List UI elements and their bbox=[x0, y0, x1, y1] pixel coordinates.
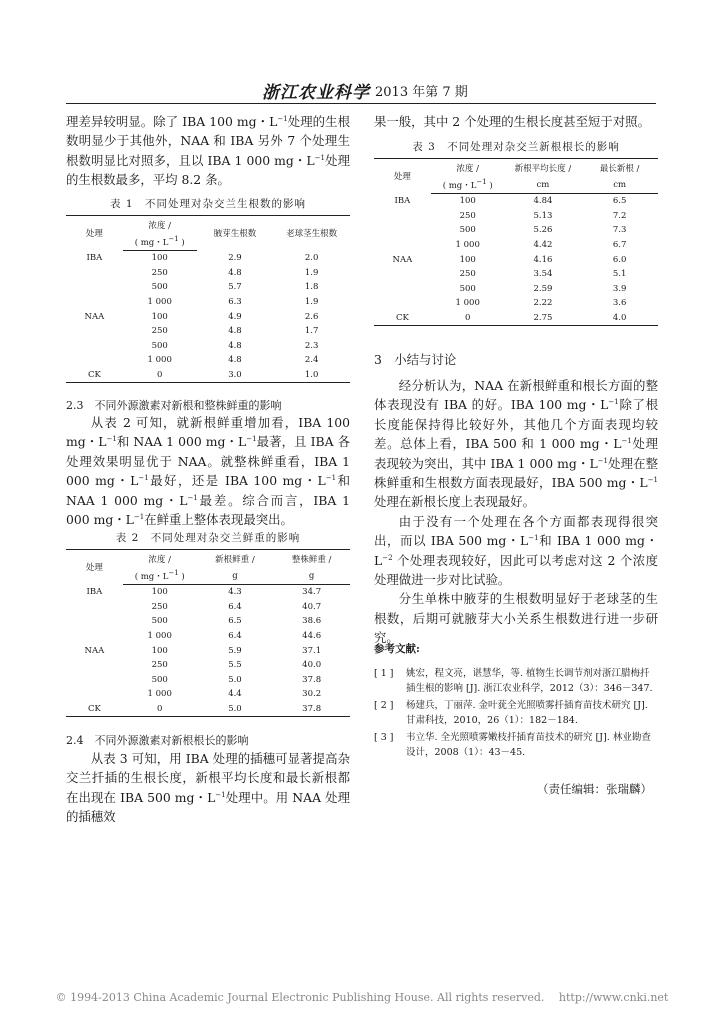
table2-row bbox=[66, 585, 350, 600]
table2-cell-a: 5.5 bbox=[228, 660, 242, 671]
table2-caption: 表 2 不同处理对杂交兰鲜重的影响 bbox=[115, 532, 301, 544]
table1-cell-b: 1.9 bbox=[304, 297, 319, 308]
reference-item bbox=[374, 730, 658, 760]
table2-cell-b: 30.2 bbox=[302, 689, 322, 700]
table2-cell-conc: 100 bbox=[151, 645, 168, 656]
table3-cell-t bbox=[374, 296, 431, 311]
table1-cell-conc: 100 bbox=[151, 253, 168, 264]
issue-label: 2013 年第 7 期 bbox=[375, 85, 468, 100]
table1-cell-a: 4.8 bbox=[228, 267, 242, 278]
table3-header-mean-unit: cm bbox=[505, 176, 582, 194]
table2-cell-conc: 1 000 bbox=[147, 689, 172, 700]
table2-row bbox=[66, 673, 350, 688]
table1-cell-t bbox=[66, 339, 123, 354]
table2-header-treatment: 处理 bbox=[66, 550, 123, 585]
table2-cell-b: 44.6 bbox=[302, 631, 322, 642]
table3-cell-conc: 1 000 bbox=[455, 240, 480, 251]
table1-cell-t: NAA bbox=[84, 311, 105, 322]
table1-cell-b: 1.9 bbox=[304, 267, 319, 278]
reference-text: 韦立华. 全光照喷雾嫩枝扦插育苗技术的研究 [J]. 林业勘查设计，2008（1）：43－45. bbox=[406, 732, 651, 758]
table3-cell-b: 6.5 bbox=[612, 196, 627, 207]
reference-number: [ 1 ] bbox=[374, 668, 394, 679]
table1-row bbox=[66, 324, 350, 339]
reference-item bbox=[374, 666, 658, 696]
reference-number: [ 2 ] bbox=[374, 700, 394, 711]
table3-row bbox=[374, 238, 658, 253]
section-2-4-title: 2.4 不同外源激素对新根根长的影响 bbox=[66, 734, 249, 747]
table1-cell-t bbox=[66, 324, 123, 339]
table3-cell-b: 3.9 bbox=[612, 283, 627, 294]
table2-cell-b: 37.8 bbox=[273, 702, 350, 717]
table-3 bbox=[374, 158, 658, 326]
table3-cell-a: 2.59 bbox=[533, 283, 553, 294]
table2-header-root-unit: g bbox=[197, 567, 274, 585]
table3-caption: 表 3 不同处理对杂交兰新根根长的影响 bbox=[412, 141, 620, 153]
table1-cell-a: 5.7 bbox=[228, 282, 242, 293]
table2-cell-t: CK bbox=[66, 702, 123, 717]
table1-cell-a: 4.8 bbox=[228, 340, 242, 351]
table2-cell-a: 6.4 bbox=[228, 631, 242, 642]
table2-cell-a: 6.5 bbox=[228, 616, 242, 627]
table2-row bbox=[66, 629, 350, 644]
table1-cell-b: 2.3 bbox=[304, 340, 319, 351]
table3-cell-t bbox=[374, 267, 431, 282]
table3-cell-t bbox=[374, 282, 431, 297]
table1-header-conc: 浓度 / bbox=[123, 216, 197, 234]
table3-cell-conc: 500 bbox=[459, 225, 476, 236]
right-para-0: 果一般，其中 2 个处理的生根长度甚至短于对照。 bbox=[374, 114, 650, 129]
table3-header-treatment: 处理 bbox=[374, 159, 431, 194]
table3-cell-a: 4.42 bbox=[533, 240, 553, 251]
table1-cell-a: 3.0 bbox=[197, 368, 274, 383]
table2-header-plant-unit: g bbox=[273, 567, 350, 585]
table3-row bbox=[374, 252, 658, 267]
table-2 bbox=[66, 549, 350, 717]
table2-header-conc: 浓度 / bbox=[123, 550, 197, 568]
table3-cell-t bbox=[374, 209, 431, 224]
reference-text: 杨建兵，丁丽萍. 金叶莸全光照喷雾扦插育苗技术研究 [J]. 甘肃科技，2010，26（1）：182－184. bbox=[406, 700, 648, 726]
table2-cell-t bbox=[66, 629, 123, 644]
table2-cell-conc: 250 bbox=[151, 660, 168, 671]
table1-cell-conc: 500 bbox=[151, 340, 168, 351]
table1-header-treatment: 处理 bbox=[66, 216, 123, 251]
table3-cell-conc: 100 bbox=[459, 196, 476, 207]
table2-cell-conc: 0 bbox=[123, 702, 197, 717]
table1-cell-a: 6.3 bbox=[228, 297, 242, 308]
table3-cell-b: 5.1 bbox=[612, 269, 627, 280]
table3-cell-conc: 1 000 bbox=[455, 298, 480, 309]
section-2-3-title: 2.3 不同外源激素对新根和整株鲜重的影响 bbox=[66, 399, 282, 412]
table1-cell-t bbox=[66, 280, 123, 295]
table3-cell-a: 5.13 bbox=[533, 210, 553, 221]
table2-cell-t bbox=[66, 673, 123, 688]
table1-row bbox=[66, 339, 350, 354]
table1-cell-conc: 0 bbox=[123, 368, 197, 383]
table1-row bbox=[66, 309, 350, 324]
table2-row bbox=[66, 702, 350, 717]
table1-header-conc-unit: ( mg・$L^{-1}$ ) bbox=[123, 233, 197, 251]
table2-row bbox=[66, 600, 350, 615]
table1-row bbox=[66, 368, 350, 383]
table1-cell-conc: 1 000 bbox=[147, 297, 172, 308]
table3-row bbox=[374, 282, 658, 297]
reference-number: [ 3 ] bbox=[374, 732, 394, 743]
table3-row bbox=[374, 209, 658, 224]
table3-cell-a: 5.26 bbox=[533, 225, 553, 236]
table2-header-conc-unit: ( mg・$L^{-1}$ ) bbox=[123, 567, 197, 585]
table1-cell-t: IBA bbox=[86, 253, 103, 264]
table1-cell-conc: 1 000 bbox=[147, 355, 172, 366]
table3-cell-t bbox=[374, 223, 431, 238]
table2-header-plant-weight: 整株鲜重 / bbox=[273, 550, 350, 568]
table2-cell-a: 5.0 bbox=[197, 702, 274, 717]
table1-cell-b: 1.7 bbox=[304, 326, 319, 337]
table3-cell-b: 6.0 bbox=[612, 254, 627, 265]
table1-row bbox=[66, 266, 350, 281]
table1-cell-b: 1.8 bbox=[304, 282, 319, 293]
editor-credit: （责任编辑：张瑞麟） bbox=[537, 782, 652, 796]
table3-header-mean-length: 新根平均长度 / bbox=[505, 159, 582, 177]
table3-cell-t: CK bbox=[374, 311, 431, 326]
table1-cell-conc: 100 bbox=[151, 311, 168, 322]
table2-cell-a: 5.9 bbox=[228, 645, 242, 656]
table1-cell-b: 1.0 bbox=[273, 368, 350, 383]
table2-cell-a: 4.4 bbox=[228, 689, 242, 700]
section-3-title: 3 小结与讨论 bbox=[374, 352, 457, 367]
journal-title: 浙江农业科学 bbox=[262, 83, 370, 103]
table3-cell-conc: 100 bbox=[459, 254, 476, 265]
references-list bbox=[374, 666, 658, 762]
table1-cell-a: 4.9 bbox=[228, 311, 242, 322]
table3-cell-b: 7.3 bbox=[612, 225, 627, 236]
right-para-1: 经分析认为，NAA 在新根鲜重和根长方面的整体表现没有 IBA 的好。IBA 100 mg・$L^{-1}$除了根长度能保持得比较好外，其他几个方面表现均较差。总体上看，IBA 500 和 1 000 mg・$L^{-1}$处理表现较为突出，其中 IBA 1 000 mg・$L^{-1}$处理在整株鲜重和生根数方面表现最好，IBA 500 mg・$L^{-1}$处理在新根长度上表现最好。 bbox=[374, 378, 659, 510]
right-paras bbox=[374, 376, 658, 648]
table3-row bbox=[374, 223, 658, 238]
table3-cell-conc: 0 bbox=[431, 311, 505, 326]
table3-cell-conc: 500 bbox=[459, 283, 476, 294]
table3-row bbox=[374, 296, 658, 311]
table-1 bbox=[66, 215, 350, 383]
table1-cell-t bbox=[66, 353, 123, 368]
table2-cell-a: 6.4 bbox=[228, 601, 242, 612]
table1-cell-conc: 500 bbox=[151, 282, 168, 293]
table3-cell-a: 2.75 bbox=[505, 311, 582, 326]
table1-cell-t bbox=[66, 266, 123, 281]
table1-cell-a: 2.9 bbox=[228, 253, 242, 264]
table2-cell-b: 37.1 bbox=[302, 645, 322, 656]
table1-cell-t bbox=[66, 295, 123, 310]
header-rule bbox=[66, 103, 656, 104]
table2-cell-t bbox=[66, 658, 123, 673]
table1-caption: 表 1 不同处理对杂交兰生根数的影响 bbox=[109, 198, 307, 210]
table2-cell-a: 5.0 bbox=[228, 674, 242, 685]
table2-cell-a: 4.3 bbox=[228, 587, 242, 598]
table2-cell-b: 37.8 bbox=[302, 674, 322, 685]
table1-header-axillary: 腋芽生根数 bbox=[197, 216, 274, 251]
table2-header-root-weight: 新根鲜重 / bbox=[197, 550, 274, 568]
right-para-3: 分生单株中腋芽的生根数明显好于老球茎的生根数，后期可就腋芽大小关系生根数进行进一步研究。 bbox=[374, 591, 658, 646]
table2-cell-conc: 500 bbox=[151, 674, 168, 685]
table2-cell-conc: 500 bbox=[151, 616, 168, 627]
table3-cell-conc: 250 bbox=[459, 269, 476, 280]
table3-cell-t: NAA bbox=[392, 254, 413, 265]
table3-cell-a: 2.22 bbox=[533, 298, 553, 309]
table1-cell-a: 4.8 bbox=[228, 355, 242, 366]
table1-row bbox=[66, 280, 350, 295]
table2-cell-conc: 1 000 bbox=[147, 631, 172, 642]
table2-cell-t bbox=[66, 614, 123, 629]
table2-cell-t: NAA bbox=[84, 645, 105, 656]
table3-row bbox=[374, 311, 658, 326]
table3-header-conc: 浓度 / bbox=[431, 159, 505, 177]
left-para-1: 理差异较明显。除了 IBA 100 mg・$L^{-1}$处理的生根数明显少于其他外，NAA 和 IBA 另外 7 个处理生根数明显比对照多，且以 IBA 1 000 mg・$L^{-1}$处理的生根数最多，平均 8.2 条。 bbox=[66, 114, 350, 188]
table3-cell-t: IBA bbox=[394, 196, 411, 207]
table2-row bbox=[66, 687, 350, 702]
table3-cell-a: 4.84 bbox=[533, 196, 553, 207]
table2-cell-b: 40.7 bbox=[302, 601, 322, 612]
table3-cell-a: 4.16 bbox=[533, 254, 553, 265]
table1-cell-conc: 250 bbox=[151, 267, 168, 278]
table1-cell-b: 2.4 bbox=[304, 355, 319, 366]
table3-cell-a: 3.54 bbox=[533, 269, 553, 280]
table2-cell-t: IBA bbox=[86, 587, 103, 598]
table1-row bbox=[66, 295, 350, 310]
table2-cell-conc: 250 bbox=[151, 601, 168, 612]
table1-cell-b: 2.6 bbox=[304, 311, 319, 322]
table2-row bbox=[66, 658, 350, 673]
table3-header-max-length: 最长新根 / bbox=[581, 159, 658, 177]
table3-cell-b: 3.6 bbox=[612, 298, 627, 309]
table2-cell-b: 38.6 bbox=[302, 616, 322, 627]
table3-cell-b: 7.2 bbox=[612, 210, 627, 221]
references-title: 参考文献: bbox=[374, 643, 420, 655]
table2-cell-b: 34.7 bbox=[302, 587, 322, 598]
table1-row bbox=[66, 251, 350, 266]
table3-cell-conc: 250 bbox=[459, 210, 476, 221]
table2-row bbox=[66, 643, 350, 658]
table3-header-conc-unit: ( mg・$L^{-1}$ ) bbox=[431, 176, 505, 194]
left-para-2: 从表 2 可知，就新根鲜重增加看，IBA 100 mg・$L^{-1}$和 NAA 1 000 mg・$L^{-1}$最著，且 IBA 各处理效果明显优于 NAA。就整株鲜重看，IBA 1 000 mg・$L^{-1}$最好，还是 IBA 100 mg・$L^{-1}$和 NAA 1 000 mg・$L^{-1}$最差。综合而言，IBA 1 000 mg・$L^{-1}$在鲜重上整体表现最突出。 bbox=[66, 415, 351, 528]
reference-item bbox=[374, 698, 658, 728]
table3-header-max-unit: cm bbox=[581, 176, 658, 194]
table3-cell-b: 6.7 bbox=[612, 240, 627, 251]
copyright-footer: © 1994-2013 China Academic Journal Electronic Publishing House. All rights reserved. http://www.cnki.net bbox=[55, 991, 669, 1004]
table2-cell-t bbox=[66, 600, 123, 615]
right-para-2: 由于没有一个处理在各个方面都表现得很突出，而以 IBA 500 mg・$L^{-1}$和 IBA 1 000 mg・$L^{-2}$ 个处理表现较好，因此可以考虑对这 2 个浓度处理做进一步对比试验。 bbox=[374, 513, 658, 588]
table2-cell-conc: 100 bbox=[151, 587, 168, 598]
left-para-3: 从表 3 可知，用 IBA 处理的插穗可显著提高杂交兰扦插的生根长度，新根平均长度和最长新根都在出现在 IBA 500 mg・$L^{-1}$处理中。用 NAA 处理的插穗效 bbox=[66, 751, 350, 825]
table1-cell-t: CK bbox=[66, 368, 123, 383]
table1-cell-b: 2.0 bbox=[304, 253, 319, 264]
table3-cell-b: 4.0 bbox=[581, 311, 658, 326]
table3-row bbox=[374, 194, 658, 209]
table2-cell-t bbox=[66, 687, 123, 702]
table1-header-oldbulb: 老球茎生根数 bbox=[273, 216, 350, 251]
table2-row bbox=[66, 614, 350, 629]
table1-row bbox=[66, 353, 350, 368]
table1-cell-conc: 250 bbox=[151, 326, 168, 337]
table1-cell-a: 4.8 bbox=[228, 326, 242, 337]
table3-row bbox=[374, 267, 658, 282]
reference-text: 姚宏，程文亮，谌慧华，等. 植物生长调节剂对浙江腊梅扦插生根的影响 [J]. 浙江农业科学，2012（3）：346－347. bbox=[406, 668, 653, 694]
table3-cell-t bbox=[374, 238, 431, 253]
table2-cell-b: 40.0 bbox=[302, 660, 322, 671]
